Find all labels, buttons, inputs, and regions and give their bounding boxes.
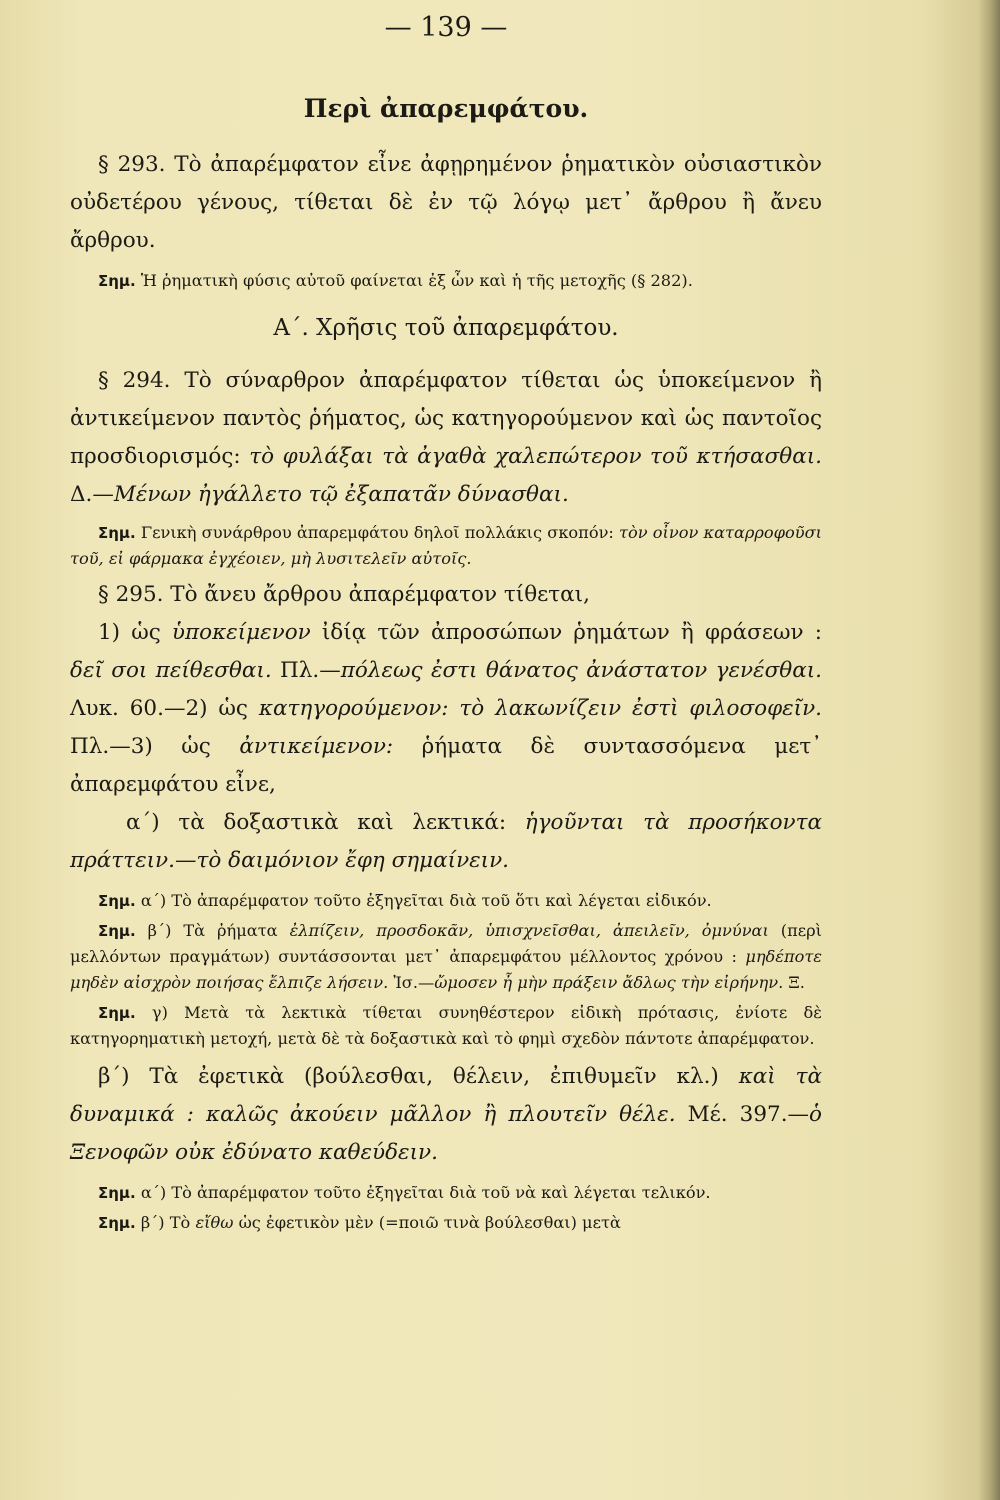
note-label: Σημ. [98, 272, 136, 290]
note-delta: Σημ. α΄) Τὸ ἀπαρέμφατον τοῦτο ἐξηγεῖται διὰ τοῦ νὰ καὶ λέγεται τελικόν. [98, 1183, 711, 1202]
note-alpha: Σημ. α΄) Τὸ ἀπαρέμφατον τοῦτο ἐξηγεῖται διὰ τοῦ ὅτι καὶ λέγεται εἰδικόν. [98, 891, 712, 910]
page-content [70, 0, 822, 1236]
paragraph-295-list: 1) ὡς ὑποκείμενον ἰδίᾳ τῶν ἀπροσώπων ῥημάτων ἢ φράσεων : δεῖ σοι πείθεσθαι. Πλ.—πόλεως ἐστι θάνατος ἀνάστατον γενέσθαι. Λυκ. 60.—2) ὡς κατηγορούμενον: τὸ λακωνίζειν ἐστὶ φιλοσοφεῖν. Πλ.—3) ὡς ἀντικείμενον: ῥήματα δὲ συντασσόμενα μετ᾿ ἀπαρεμφάτου εἶνε, [70, 620, 822, 797]
note-gamma: Σημ. γ) Μετὰ τὰ λεκτικὰ τίθεται συνηθέστερον εἰδικὴ πρότασις, ἐνίοτε δὲ κατηγορηματικὴ μετοχή, μετὰ δὲ τὰ δοξαστικὰ καὶ τὸ φημὶ σχεδὸν πάντοτε ἀπαρέμφατον. [70, 1003, 822, 1048]
page-spine-shadow [978, 0, 1000, 1500]
paragraph-295-beta: β΄) Τὰ ἐφετικὰ (βούλεσθαι, θέλειν, ἐπιθυμεῖν κλ.) καὶ τὰ δυναμικά : καλῶς ἀκούειν μᾶλλον ἢ πλουτεῖν θέλε. Μέ. 397.—ὁ Ξενοφῶν οὐκ ἐδύνατο καθεύδειν. [70, 1064, 823, 1165]
note-label: Σημ. [98, 892, 136, 910]
note-294: Σημ. Γενικὴ συνάρθρου ἀπαρεμφάτου δηλοῖ πολλάκις σκοπόν: τὸν οἶνον καταρροφοῦσι τοῦ, εἰ φάρμακα ἐγχέοιεν, μὴ λυσιτελεῖν αὐτοῖς. [70, 523, 822, 568]
note-label: Σημ. [98, 1004, 136, 1022]
note-293: Σημ. Ἡ ῥηματικὴ φύσις αὐτοῦ φαίνεται ἐξ ὧν καὶ ἡ τῆς μετοχῆς (§ 282). [98, 271, 693, 290]
note-beta: Σημ. β΄) Τὰ ῥήματα ἐλπίζειν, προσδοκᾶν, ὑπισχνεῖσθαι, ἀπειλεῖν, ὀμνύναι (περὶ μελλόντων πραγμάτων) συντάσσονται μετ᾿ ἀπαρεμφάτου μέλλοντος χρόνου : μηδέποτε μηδὲν αἰσχρὸν ποιήσας ἔλπιζε λήσειν. Ἰσ.—ὤμοσεν ἦ μὴν πράξειν ἄδλως τὴν εἰρήνην. Ξ. [70, 921, 823, 992]
note-label: Σημ. [98, 524, 136, 542]
note-epsilon: Σημ. β΄) Τὸ εἴθω ὡς ἐφετικὸν μὲν (=ποιῶ τινὰ βούλεσθαι) μετὰ [98, 1213, 621, 1232]
section-heading-a: Α΄. Χρῆσις τοῦ ἀπαρεμφάτου. [273, 315, 619, 341]
note-label: Σημ. [98, 922, 136, 940]
paragraph-294: § 294. Τὸ σύναρθρον ἀπαρέμφατον τίθεται ὡς ὑποκείμενον ἢ ἀντικείμενον παντὸς ῥήματος, ὡς κατηγορούμενον καὶ ὡς παντοῖος προσδιορισμός: τὸ φυλάξαι τὰ ἀγαθὰ χαλεπώτερον τοῦ κτήσασθαι. Δ.—Μένων ἠγάλλετο τῷ ἐξαπατᾶν δύνασθαι. [70, 368, 822, 507]
note-label: Σημ. [98, 1184, 136, 1202]
page-number: — 139 — [384, 12, 508, 43]
paragraph-293: § 293. Τὸ ἀπαρέμφατον εἶνε ἀφῃρημένον ῥηματικὸν οὐσιαστικὸν οὐδετέρου γένους, τίθεται δὲ ἐν τῷ λόγῳ μετ᾿ ἄρθρου ἢ ἄνευ ἄρθρου. [70, 152, 822, 253]
paragraph-295-alpha: α΄) τὰ δοξαστικὰ καὶ λεκτικά: ἡγοῦνται τὰ προσήκοντα πράττειν.—τὸ δαιμόνιον ἔφη σημαίνειν. [70, 810, 822, 873]
paragraph-295: § 295. Τὸ ἄνευ ἄρθρου ἀπαρέμφατον τίθεται, [98, 582, 590, 607]
note-label: Σημ. [98, 1214, 136, 1232]
chapter-title: Περὶ ἀπαρεμφάτου. [303, 94, 589, 123]
